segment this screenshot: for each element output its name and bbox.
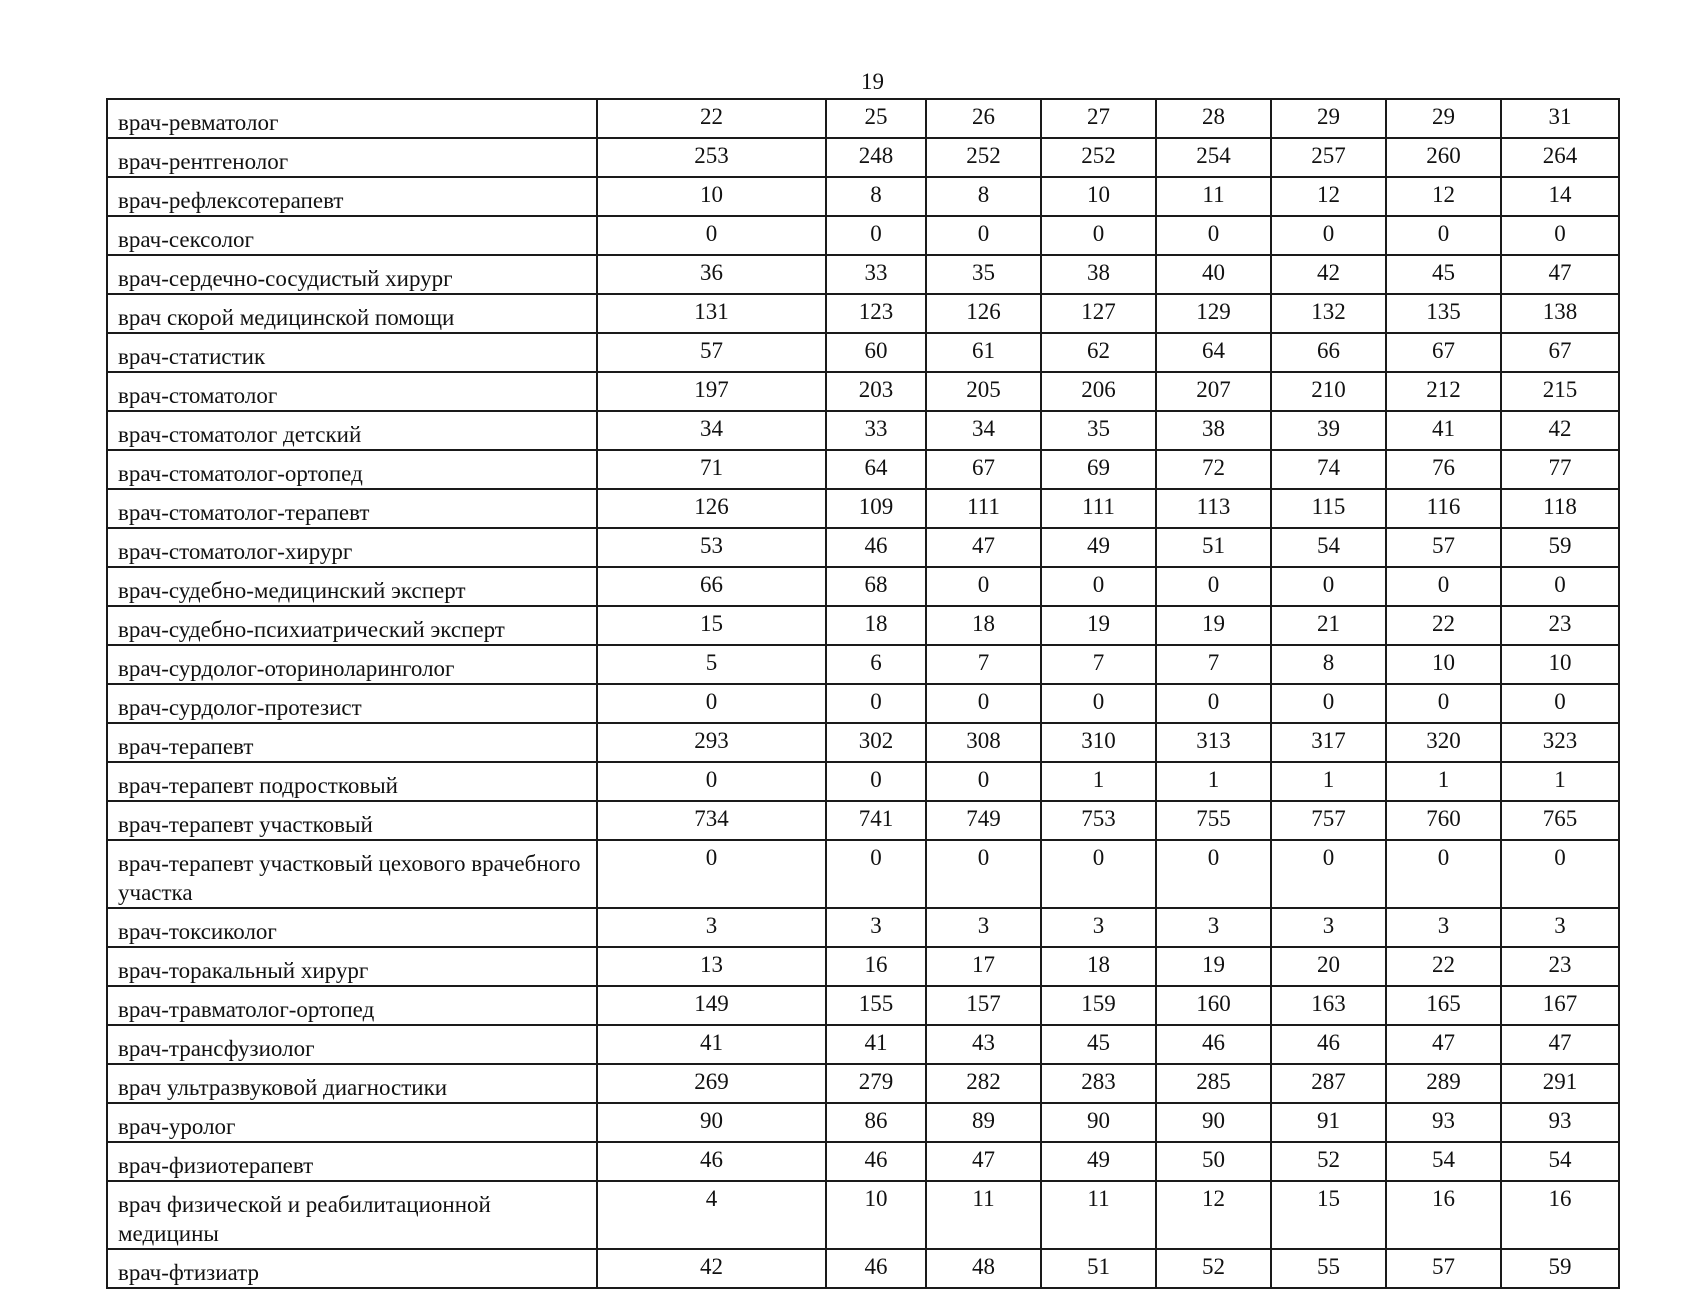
value-cell: 248 (826, 138, 926, 177)
value-cell: 293 (597, 723, 826, 762)
value-cell: 39 (1271, 411, 1386, 450)
value-cell: 0 (826, 216, 926, 255)
table-row (107, 762, 1619, 801)
value-cell: 22 (1386, 947, 1501, 986)
value-cell: 10 (1501, 645, 1619, 684)
value-cell: 18 (926, 606, 1041, 645)
value-cell: 8 (826, 177, 926, 216)
value-cell: 253 (597, 138, 826, 177)
value-cell: 0 (1156, 567, 1271, 606)
specialty-name-cell: врач-фтизиатр (107, 1249, 597, 1288)
value-cell: 753 (1041, 801, 1156, 840)
value-cell: 74 (1271, 450, 1386, 489)
table-row (107, 1103, 1619, 1142)
value-cell: 7 (1041, 645, 1156, 684)
value-cell: 1 (1386, 762, 1501, 801)
table-row (107, 177, 1619, 216)
value-cell: 41 (826, 1025, 926, 1064)
value-cell: 0 (1271, 567, 1386, 606)
value-cell: 129 (1156, 294, 1271, 333)
value-cell: 0 (1386, 840, 1501, 908)
value-cell: 38 (1156, 411, 1271, 450)
value-cell: 159 (1041, 986, 1156, 1025)
value-cell: 197 (597, 372, 826, 411)
value-cell: 77 (1501, 450, 1619, 489)
value-cell: 127 (1041, 294, 1156, 333)
value-cell: 7 (926, 645, 1041, 684)
table-row (107, 1181, 1619, 1249)
value-cell: 282 (926, 1064, 1041, 1103)
specialty-name-cell: врач-ревматолог (107, 99, 597, 138)
value-cell: 35 (926, 255, 1041, 294)
specialty-name-cell: врач-стоматолог-терапевт (107, 489, 597, 528)
value-cell: 46 (826, 1142, 926, 1181)
value-cell: 54 (1271, 528, 1386, 567)
value-cell: 254 (1156, 138, 1271, 177)
value-cell: 0 (926, 684, 1041, 723)
value-cell: 89 (926, 1103, 1041, 1142)
value-cell: 36 (597, 255, 826, 294)
value-cell: 54 (1386, 1142, 1501, 1181)
value-cell: 40 (1156, 255, 1271, 294)
specialty-name-cell: врач скорой медицинской помощи (107, 294, 597, 333)
value-cell: 132 (1271, 294, 1386, 333)
value-cell: 734 (597, 801, 826, 840)
value-cell: 308 (926, 723, 1041, 762)
specialty-name-cell: врач физической и реабилитационной медицины (107, 1181, 597, 1249)
value-cell: 283 (1041, 1064, 1156, 1103)
value-cell: 16 (826, 947, 926, 986)
value-cell: 61 (926, 333, 1041, 372)
specialty-name-cell: врач-стоматолог детский (107, 411, 597, 450)
value-cell: 260 (1386, 138, 1501, 177)
value-cell: 42 (597, 1249, 826, 1288)
value-cell: 23 (1501, 606, 1619, 645)
value-cell: 0 (1156, 840, 1271, 908)
value-cell: 21 (1271, 606, 1386, 645)
value-cell: 11 (1041, 1181, 1156, 1249)
value-cell: 19 (1041, 606, 1156, 645)
value-cell: 46 (1156, 1025, 1271, 1064)
value-cell: 165 (1386, 986, 1501, 1025)
table-row (107, 450, 1619, 489)
value-cell: 11 (1156, 177, 1271, 216)
value-cell: 0 (1041, 840, 1156, 908)
value-cell: 33 (826, 411, 926, 450)
table-row (107, 528, 1619, 567)
value-cell: 64 (1156, 333, 1271, 372)
value-cell: 91 (1271, 1103, 1386, 1142)
value-cell: 16 (1386, 1181, 1501, 1249)
value-cell: 68 (826, 567, 926, 606)
value-cell: 59 (1501, 528, 1619, 567)
table-row (107, 567, 1619, 606)
value-cell: 0 (597, 216, 826, 255)
value-cell: 67 (1501, 333, 1619, 372)
value-cell: 46 (597, 1142, 826, 1181)
specialty-name-cell: врач-терапевт участковый (107, 801, 597, 840)
value-cell: 207 (1156, 372, 1271, 411)
value-cell: 257 (1271, 138, 1386, 177)
table-row (107, 986, 1619, 1025)
specialty-name-cell: врач ультразвуковой диагностики (107, 1064, 597, 1103)
specialty-name-cell: врач-стоматолог (107, 372, 597, 411)
value-cell: 41 (1386, 411, 1501, 450)
value-cell: 29 (1271, 99, 1386, 138)
value-cell: 0 (1271, 216, 1386, 255)
value-cell: 126 (926, 294, 1041, 333)
value-cell: 757 (1271, 801, 1386, 840)
value-cell: 269 (597, 1064, 826, 1103)
value-cell: 138 (1501, 294, 1619, 333)
value-cell: 43 (926, 1025, 1041, 1064)
value-cell: 51 (1041, 1249, 1156, 1288)
value-cell: 49 (1041, 528, 1156, 567)
value-cell: 10 (1386, 645, 1501, 684)
value-cell: 160 (1156, 986, 1271, 1025)
value-cell: 35 (1041, 411, 1156, 450)
value-cell: 287 (1271, 1064, 1386, 1103)
value-cell: 14 (1501, 177, 1619, 216)
value-cell: 17 (926, 947, 1041, 986)
specialty-name-cell: врач-статистик (107, 333, 597, 372)
value-cell: 252 (1041, 138, 1156, 177)
value-cell: 0 (1501, 840, 1619, 908)
value-cell: 0 (1156, 684, 1271, 723)
table-row (107, 411, 1619, 450)
value-cell: 0 (1501, 684, 1619, 723)
value-cell: 18 (1041, 947, 1156, 986)
table-row (107, 1249, 1619, 1288)
value-cell: 12 (1156, 1181, 1271, 1249)
value-cell: 203 (826, 372, 926, 411)
value-cell: 749 (926, 801, 1041, 840)
value-cell: 72 (1156, 450, 1271, 489)
value-cell: 0 (1271, 684, 1386, 723)
table-row (107, 908, 1619, 947)
value-cell: 0 (1501, 567, 1619, 606)
table-row (107, 372, 1619, 411)
value-cell: 5 (597, 645, 826, 684)
value-cell: 90 (1156, 1103, 1271, 1142)
value-cell: 157 (926, 986, 1041, 1025)
value-cell: 212 (1386, 372, 1501, 411)
value-cell: 8 (926, 177, 1041, 216)
value-cell: 50 (1156, 1142, 1271, 1181)
value-cell: 317 (1271, 723, 1386, 762)
value-cell: 86 (826, 1103, 926, 1142)
value-cell: 0 (1271, 840, 1386, 908)
value-cell: 8 (1271, 645, 1386, 684)
specialty-name-cell: врач-токсиколог (107, 908, 597, 947)
value-cell: 19 (1156, 606, 1271, 645)
value-cell: 12 (1386, 177, 1501, 216)
value-cell: 47 (1501, 1025, 1619, 1064)
value-cell: 64 (826, 450, 926, 489)
value-cell: 90 (597, 1103, 826, 1142)
value-cell: 252 (926, 138, 1041, 177)
table-row (107, 645, 1619, 684)
value-cell: 46 (826, 528, 926, 567)
value-cell: 90 (1041, 1103, 1156, 1142)
specialty-name-cell: врач-торакальный хирург (107, 947, 597, 986)
value-cell: 123 (826, 294, 926, 333)
value-cell: 0 (826, 840, 926, 908)
value-cell: 12 (1271, 177, 1386, 216)
value-cell: 20 (1271, 947, 1386, 986)
value-cell: 291 (1501, 1064, 1619, 1103)
table-row (107, 684, 1619, 723)
value-cell: 310 (1041, 723, 1156, 762)
value-cell: 0 (926, 567, 1041, 606)
value-cell: 10 (597, 177, 826, 216)
value-cell: 48 (926, 1249, 1041, 1288)
value-cell: 0 (1386, 567, 1501, 606)
value-cell: 0 (1386, 684, 1501, 723)
value-cell: 59 (1501, 1249, 1619, 1288)
specialty-name-cell: врач-терапевт участковый цехового врачебного участка (107, 840, 597, 908)
page-number: 19 (861, 69, 884, 94)
value-cell: 57 (1386, 528, 1501, 567)
value-cell: 60 (826, 333, 926, 372)
table-row (107, 1064, 1619, 1103)
specialty-name-cell: врач-трансфузиолог (107, 1025, 597, 1064)
table-row (107, 947, 1619, 986)
table-row (107, 723, 1619, 762)
value-cell: 0 (597, 840, 826, 908)
value-cell: 67 (1386, 333, 1501, 372)
value-cell: 111 (926, 489, 1041, 528)
table-body (107, 99, 1619, 1288)
value-cell: 47 (926, 1142, 1041, 1181)
value-cell: 93 (1386, 1103, 1501, 1142)
value-cell: 741 (826, 801, 926, 840)
value-cell: 33 (826, 255, 926, 294)
value-cell: 46 (1271, 1025, 1386, 1064)
value-cell: 205 (926, 372, 1041, 411)
specialty-name-cell: врач-сексолог (107, 216, 597, 255)
value-cell: 323 (1501, 723, 1619, 762)
value-cell: 0 (1041, 684, 1156, 723)
value-cell: 0 (926, 840, 1041, 908)
value-cell: 0 (1041, 567, 1156, 606)
value-cell: 25 (826, 99, 926, 138)
value-cell: 0 (1386, 216, 1501, 255)
table-row (107, 333, 1619, 372)
value-cell: 0 (926, 762, 1041, 801)
value-cell: 66 (1271, 333, 1386, 372)
value-cell: 69 (1041, 450, 1156, 489)
table-row (107, 99, 1619, 138)
table-row (107, 801, 1619, 840)
value-cell: 71 (597, 450, 826, 489)
table-row (107, 255, 1619, 294)
value-cell: 131 (597, 294, 826, 333)
table-row (107, 294, 1619, 333)
value-cell: 3 (1271, 908, 1386, 947)
specialty-name-cell: врач-терапевт (107, 723, 597, 762)
value-cell: 3 (1041, 908, 1156, 947)
value-cell: 26 (926, 99, 1041, 138)
value-cell: 0 (826, 762, 926, 801)
value-cell: 18 (826, 606, 926, 645)
value-cell: 126 (597, 489, 826, 528)
specialty-name-cell: врач-стоматолог-ортопед (107, 450, 597, 489)
table-row (107, 138, 1619, 177)
value-cell: 0 (1156, 216, 1271, 255)
value-cell: 23 (1501, 947, 1619, 986)
value-cell: 320 (1386, 723, 1501, 762)
value-cell: 76 (1386, 450, 1501, 489)
value-cell: 34 (597, 411, 826, 450)
table-row (107, 606, 1619, 645)
value-cell: 16 (1501, 1181, 1619, 1249)
value-cell: 53 (597, 528, 826, 567)
value-cell: 279 (826, 1064, 926, 1103)
value-cell: 6 (826, 645, 926, 684)
value-cell: 115 (1271, 489, 1386, 528)
value-cell: 54 (1501, 1142, 1619, 1181)
specialty-name-cell: врач-травматолог-ортопед (107, 986, 597, 1025)
value-cell: 47 (1501, 255, 1619, 294)
value-cell: 765 (1501, 801, 1619, 840)
value-cell: 0 (597, 762, 826, 801)
value-cell: 57 (1386, 1249, 1501, 1288)
value-cell: 66 (597, 567, 826, 606)
value-cell: 3 (1386, 908, 1501, 947)
value-cell: 31 (1501, 99, 1619, 138)
value-cell: 46 (826, 1249, 926, 1288)
value-cell: 15 (597, 606, 826, 645)
value-cell: 1 (1271, 762, 1386, 801)
value-cell: 3 (597, 908, 826, 947)
value-cell: 27 (1041, 99, 1156, 138)
value-cell: 135 (1386, 294, 1501, 333)
value-cell: 93 (1501, 1103, 1619, 1142)
value-cell: 0 (826, 684, 926, 723)
value-cell: 1 (1041, 762, 1156, 801)
value-cell: 15 (1271, 1181, 1386, 1249)
table-row (107, 1142, 1619, 1181)
value-cell: 67 (926, 450, 1041, 489)
value-cell: 51 (1156, 528, 1271, 567)
value-cell: 760 (1386, 801, 1501, 840)
value-cell: 1 (1501, 762, 1619, 801)
value-cell: 215 (1501, 372, 1619, 411)
value-cell: 47 (1386, 1025, 1501, 1064)
specialty-name-cell: врач-рефлексотерапевт (107, 177, 597, 216)
value-cell: 47 (926, 528, 1041, 567)
value-cell: 3 (1156, 908, 1271, 947)
value-cell: 29 (1386, 99, 1501, 138)
table-row (107, 489, 1619, 528)
value-cell: 49 (1041, 1142, 1156, 1181)
value-cell: 111 (1041, 489, 1156, 528)
specialty-name-cell: врач-сурдолог-протезист (107, 684, 597, 723)
value-cell: 57 (597, 333, 826, 372)
value-cell: 0 (597, 684, 826, 723)
value-cell: 62 (1041, 333, 1156, 372)
value-cell: 118 (1501, 489, 1619, 528)
value-cell: 22 (597, 99, 826, 138)
value-cell: 0 (926, 216, 1041, 255)
value-cell: 19 (1156, 947, 1271, 986)
value-cell: 55 (1271, 1249, 1386, 1288)
value-cell: 22 (1386, 606, 1501, 645)
value-cell: 7 (1156, 645, 1271, 684)
value-cell: 42 (1501, 411, 1619, 450)
value-cell: 45 (1041, 1025, 1156, 1064)
value-cell: 38 (1041, 255, 1156, 294)
value-cell: 302 (826, 723, 926, 762)
table-row (107, 216, 1619, 255)
value-cell: 45 (1386, 255, 1501, 294)
value-cell: 149 (597, 986, 826, 1025)
value-cell: 41 (597, 1025, 826, 1064)
value-cell: 13 (597, 947, 826, 986)
value-cell: 155 (826, 986, 926, 1025)
value-cell: 52 (1271, 1142, 1386, 1181)
value-cell: 116 (1386, 489, 1501, 528)
value-cell: 313 (1156, 723, 1271, 762)
value-cell: 285 (1156, 1064, 1271, 1103)
value-cell: 4 (597, 1181, 826, 1249)
value-cell: 755 (1156, 801, 1271, 840)
value-cell: 163 (1271, 986, 1386, 1025)
value-cell: 0 (1041, 216, 1156, 255)
value-cell: 206 (1041, 372, 1156, 411)
specialty-name-cell: врач-стоматолог-хирург (107, 528, 597, 567)
staff-table (106, 98, 1620, 1289)
value-cell: 1 (1156, 762, 1271, 801)
specialty-name-cell: врач-сурдолог-оториноларинголог (107, 645, 597, 684)
value-cell: 28 (1156, 99, 1271, 138)
specialty-name-cell: врач-рентгенолог (107, 138, 597, 177)
value-cell: 10 (826, 1181, 926, 1249)
value-cell: 0 (1501, 216, 1619, 255)
value-cell: 289 (1386, 1064, 1501, 1103)
value-cell: 3 (826, 908, 926, 947)
specialty-name-cell: врач-уролог (107, 1103, 597, 1142)
value-cell: 210 (1271, 372, 1386, 411)
value-cell: 52 (1156, 1249, 1271, 1288)
specialty-name-cell: врач-терапевт подростковый (107, 762, 597, 801)
table-row (107, 1025, 1619, 1064)
value-cell: 264 (1501, 138, 1619, 177)
value-cell: 113 (1156, 489, 1271, 528)
value-cell: 3 (926, 908, 1041, 947)
value-cell: 34 (926, 411, 1041, 450)
value-cell: 42 (1271, 255, 1386, 294)
table-row (107, 840, 1619, 908)
specialty-name-cell: врач-физиотерапевт (107, 1142, 597, 1181)
specialty-name-cell: врач-сердечно-сосудистый хирург (107, 255, 597, 294)
specialty-name-cell: врач-судебно-медицинский эксперт (107, 567, 597, 606)
specialty-name-cell: врач-судебно-психиатрический эксперт (107, 606, 597, 645)
value-cell: 10 (1041, 177, 1156, 216)
value-cell: 167 (1501, 986, 1619, 1025)
value-cell: 3 (1501, 908, 1619, 947)
value-cell: 11 (926, 1181, 1041, 1249)
value-cell: 109 (826, 489, 926, 528)
